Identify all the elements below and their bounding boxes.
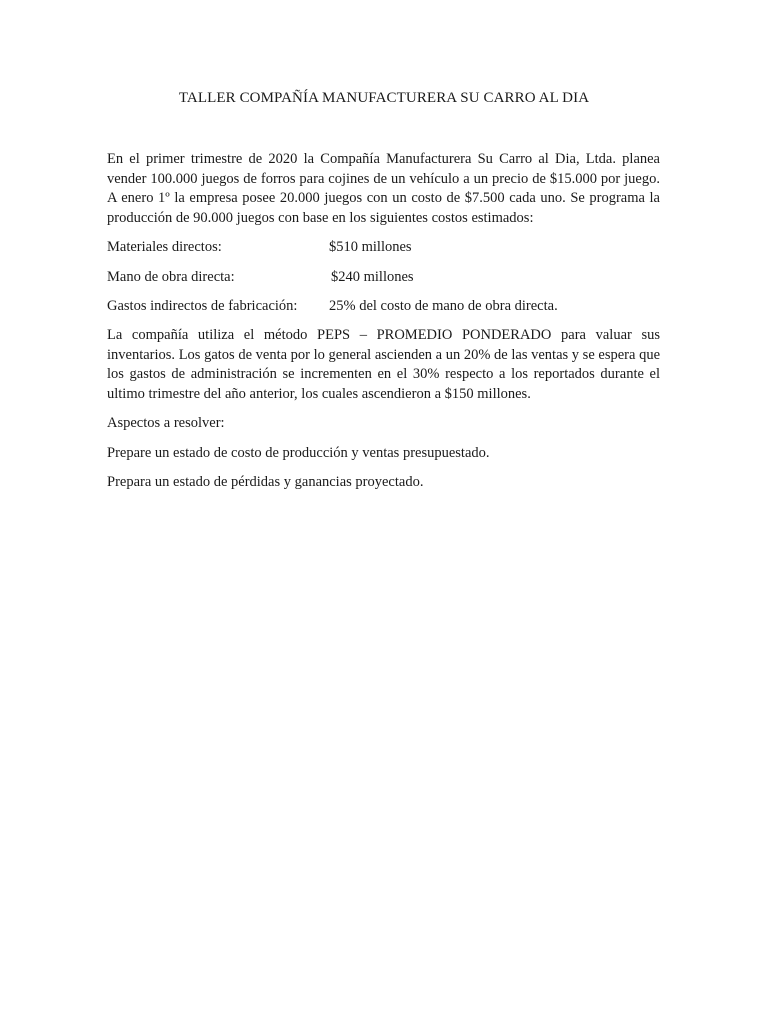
cost-value: 25% del costo de mano de obra directa. bbox=[329, 298, 558, 314]
cost-label: Mano de obra directa: bbox=[107, 269, 235, 285]
task-item: Prepara un estado de pérdidas y ganancias proyectado. bbox=[107, 474, 424, 490]
cost-label: Materiales directos: bbox=[107, 239, 222, 255]
method-paragraph: La compañía utiliza el método PEPS – PROMEDIO PONDERADO para valuar sus inventarios. Los gatos de venta por lo general ascienden a un 20% de las ventas y se espera que los gastos de administración se incrementen en el 30% respecto a los reportados durante el ultimo trimestre del año anterior, los cuales ascendieron a $150 millones. bbox=[107, 327, 660, 402]
task-item: Prepare un estado de costo de producción y ventas presupuestado. bbox=[107, 445, 490, 461]
intro-paragraph: En el primer trimestre de 2020 la Compañía Manufacturera Su Carro al Dia, Ltda. planea vender 100.000 juegos de forros para cojines de un vehículo a un precio de $15.000 por juego. A enero 1º la empresa posee 20.000 juegos con un costo de $7.500 cada uno. Se programa la producción de 90.000 juegos con base en los siguientes costos estimados: bbox=[107, 151, 660, 226]
aspects-heading: Aspectos a resolver: bbox=[107, 415, 225, 431]
document-title: TALLER COMPAÑÍA MANUFACTURERA SU CARRO AL DIA bbox=[178, 90, 590, 106]
cost-value: $510 millones bbox=[329, 239, 412, 255]
cost-value: $240 millones bbox=[331, 269, 414, 285]
cost-label: Gastos indirectos de fabricación: bbox=[107, 298, 298, 314]
